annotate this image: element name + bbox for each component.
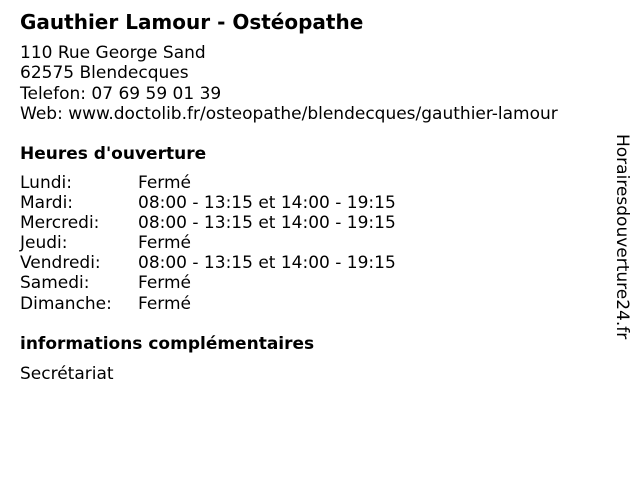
hours-row-dimanche xyxy=(20,294,396,314)
day-label: Dimanche: xyxy=(20,293,112,314)
page-title: Gauthier Lamour - Ostéopathe xyxy=(20,10,364,34)
hours-row-mardi xyxy=(20,193,396,213)
hours-value: 08:00 - 13:15 et 14:00 - 19:15 xyxy=(138,193,396,214)
day-label: Vendredi: xyxy=(20,253,101,274)
contact-block xyxy=(20,43,558,124)
hours-value: Fermé xyxy=(138,233,192,254)
day-label: Mardi: xyxy=(20,193,74,214)
info-heading: informations complémentaires xyxy=(20,334,315,354)
hours-value: Fermé xyxy=(138,173,192,193)
hours-value: 08:00 - 13:15 et 14:00 - 19:15 xyxy=(138,253,396,274)
day-label: Jeudi: xyxy=(20,233,68,254)
day-label: Lundi: xyxy=(20,173,72,193)
hours-value: Fermé xyxy=(138,293,192,314)
day-label: Samedi: xyxy=(20,273,90,294)
address-street: 110 Rue George Sand xyxy=(20,43,206,63)
hours-row-vendredi xyxy=(20,253,396,273)
website-text: Web: www.doctolib.fr/osteopathe/blendecques/gauthier-lamour xyxy=(20,103,558,124)
hours-row-lundi xyxy=(20,173,396,193)
hours-table xyxy=(20,173,396,314)
phone-number: Telefon: 07 69 59 01 39 xyxy=(20,83,222,104)
hours-value: Fermé xyxy=(138,273,192,294)
hours-heading: Heures d'ouverture xyxy=(20,144,207,164)
hours-row-mercredi xyxy=(20,213,396,233)
site-watermark: Horairesdouverture24.fr xyxy=(612,134,632,340)
hours-value: 08:00 - 13:15 et 14:00 - 19:15 xyxy=(138,213,396,234)
hours-row-jeudi xyxy=(20,233,396,253)
day-label: Mercredi: xyxy=(20,213,100,234)
address-city: 62575 Blendecques xyxy=(20,63,189,84)
hours-row-samedi xyxy=(20,273,396,293)
info-text: Secrétariat xyxy=(20,364,114,384)
